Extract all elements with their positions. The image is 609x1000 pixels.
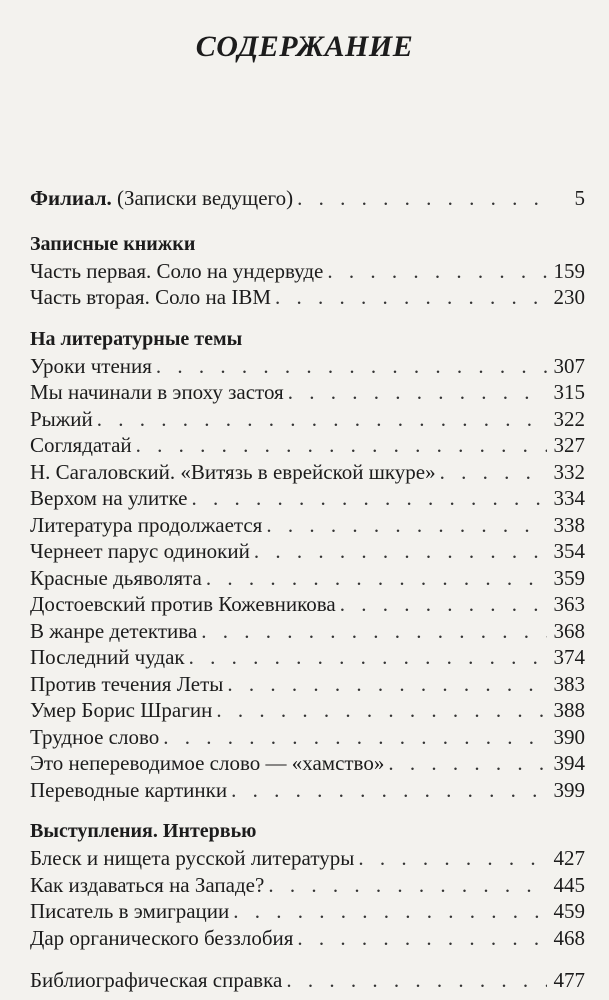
toc-entry[interactable] — [30, 380, 585, 407]
toc-entry-label: Дар органического беззлобия — [30, 925, 294, 950]
toc-entry-label: Литература продолжается — [30, 512, 263, 537]
dot-leader — [201, 619, 547, 644]
dot-leader — [266, 513, 547, 538]
dot-leader — [297, 186, 547, 211]
toc-entry-label: Против течения Леты — [30, 671, 224, 696]
toc-page-number: 307 — [553, 353, 585, 378]
toc-entry-label — [30, 186, 293, 211]
toc-entry-label: В жанре детектива — [30, 618, 198, 643]
toc-entry-label: Это непереводимое слово — «хамство» — [30, 751, 385, 775]
spacer — [30, 213, 585, 229]
toc-entry[interactable] — [30, 926, 585, 953]
dot-leader — [136, 433, 547, 458]
toc-entry[interactable] — [30, 899, 585, 926]
toc-page-number: 468 — [553, 925, 585, 950]
toc-entry[interactable] — [30, 619, 585, 646]
toc-entry[interactable] — [30, 460, 585, 487]
toc-entry[interactable] — [30, 725, 585, 752]
toc-page-number: 368 — [553, 618, 585, 643]
toc-page-number: 354 — [553, 539, 585, 563]
toc-entry[interactable] — [30, 751, 585, 778]
toc-page-number: 427 — [553, 846, 585, 870]
toc-entry[interactable] — [30, 672, 585, 699]
toc-page-number: 315 — [553, 380, 585, 404]
dot-leader — [233, 899, 547, 924]
dot-leader — [227, 672, 547, 697]
spacer — [30, 312, 585, 324]
toc-page-number: 359 — [553, 565, 585, 590]
toc-entry-label: Последний чудак — [30, 645, 185, 669]
dot-leader — [388, 751, 547, 776]
toc-entry[interactable] — [30, 592, 585, 619]
toc-entry-intro[interactable] — [30, 186, 585, 213]
toc-entry[interactable] — [30, 566, 585, 593]
section-items — [30, 259, 585, 312]
dot-leader — [286, 968, 547, 993]
dot-leader — [231, 778, 547, 803]
toc-entry[interactable] — [30, 846, 585, 873]
toc-entry-label: Часть первая. Соло на ундервуде — [30, 258, 324, 283]
toc-page-number: 338 — [553, 512, 585, 537]
toc-entry[interactable] — [30, 698, 585, 725]
toc-entry-label: Соглядатай — [30, 433, 132, 457]
dot-leader — [206, 566, 547, 591]
dot-leader — [97, 407, 547, 432]
toc-entry-label: Библиографическая справка — [30, 968, 283, 992]
spacer — [30, 804, 585, 816]
spacer — [30, 952, 585, 968]
toc-entry-subtitle: (Записки ведущего) — [111, 186, 294, 210]
section-items — [30, 846, 585, 952]
toc-entry[interactable] — [30, 778, 585, 805]
toc-entry-label: Как издаваться на Западе? — [30, 872, 265, 897]
toc-page-number: 477 — [553, 968, 585, 992]
toc-entry-label: Н. Сагаловский. «Витязь в еврейской шкуре» — [30, 459, 436, 484]
toc-entry[interactable] — [30, 433, 585, 460]
toc-page-number: 159 — [553, 258, 585, 283]
toc-entry[interactable] — [30, 873, 585, 900]
toc-entry-closing[interactable] — [30, 968, 585, 995]
dot-leader — [254, 539, 547, 564]
toc-page-number: 334 — [553, 486, 585, 510]
toc-entry[interactable] — [30, 407, 585, 434]
toc-entry-label: Чернеет парус одинокий — [30, 539, 250, 563]
toc-page-number: 332 — [553, 459, 585, 484]
toc-entry-label: Уроки чтения — [30, 353, 152, 378]
toc-entry[interactable] — [30, 486, 585, 513]
dot-leader — [268, 873, 547, 898]
toc-entry-label: Рыжий — [30, 406, 93, 431]
toc-entry-label: Достоевский против Кожевникова — [30, 592, 336, 616]
toc-entry-label: Трудное слово — [30, 724, 160, 749]
dot-leader — [288, 380, 547, 405]
dot-leader — [297, 926, 547, 951]
toc-entry-label: Красные дьяволята — [30, 565, 202, 590]
section-heading: Записные книжки — [30, 232, 196, 255]
toc-page-number: 388 — [553, 698, 585, 722]
toc-page-number: 230 — [553, 285, 585, 309]
section-heading: На литературные темы — [30, 327, 243, 350]
section-items — [30, 354, 585, 805]
toc-entry-label: Часть вторая. Соло на IBM — [30, 285, 272, 309]
dot-leader — [440, 460, 547, 485]
dot-leader — [189, 645, 547, 670]
dot-leader — [358, 846, 547, 871]
dot-leader — [340, 592, 547, 617]
toc-page-number: 394 — [553, 751, 585, 775]
toc-entry-label: Переводные картинки — [30, 777, 228, 802]
toc-entry-label: Верхом на улитке — [30, 486, 188, 510]
toc-page-number: 363 — [553, 592, 585, 616]
dot-leader — [327, 259, 547, 284]
section-heading: Выступления. Интервью — [30, 820, 257, 842]
toc-entry-label: Блеск и нищета русской литературы — [30, 846, 355, 870]
toc-entry-label: Умер Борис Шрагин — [30, 698, 213, 722]
dot-leader — [163, 725, 547, 750]
toc-page-number: 327 — [553, 433, 585, 457]
toc-page-number: 374 — [553, 645, 585, 669]
toc-entry-label: Писатель в эмиграции — [30, 899, 230, 923]
toc-page-number: 399 — [553, 777, 585, 802]
toc-entry[interactable] — [30, 513, 585, 540]
toc-page-number: 5 — [574, 186, 585, 210]
toc-page-number: 390 — [553, 724, 585, 749]
dot-leader — [191, 486, 547, 511]
toc-entry[interactable] — [30, 259, 585, 286]
toc-entry-label: Мы начинали в эпоху застоя — [30, 380, 284, 404]
dot-leader — [275, 285, 547, 310]
toc-entry[interactable] — [30, 354, 585, 381]
toc-entry[interactable] — [30, 645, 585, 672]
table-of-contents — [30, 186, 585, 995]
toc-entry[interactable] — [30, 539, 585, 566]
toc-page-number: 322 — [553, 406, 585, 431]
toc-entry-bold-title: Филиал. — [30, 186, 112, 210]
toc-page-number: 383 — [553, 671, 585, 696]
page-title: СОДЕРЖАНИЕ — [195, 30, 414, 63]
dot-leader — [216, 698, 547, 723]
toc-page-number: 445 — [553, 872, 585, 897]
toc-entry[interactable] — [30, 285, 585, 312]
toc-page-number: 459 — [553, 899, 585, 923]
dot-leader — [156, 354, 547, 379]
